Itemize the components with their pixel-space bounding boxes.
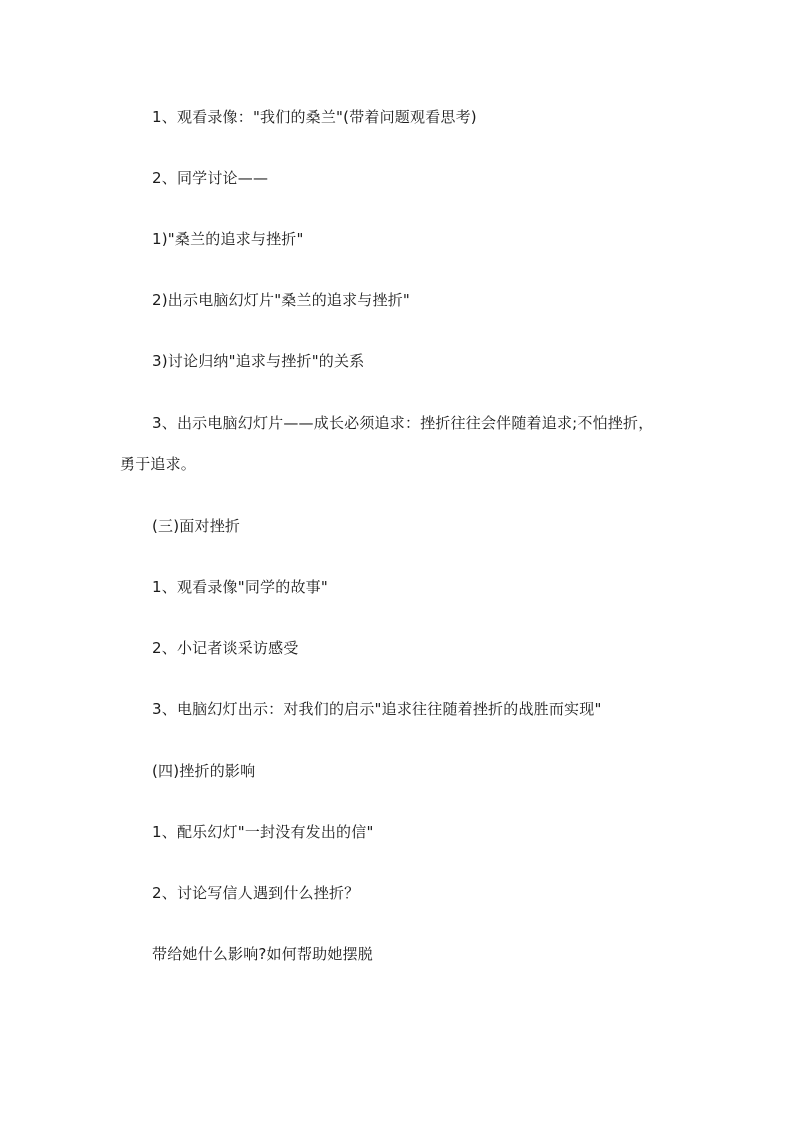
paragraph-class-discussion: 2、同学讨论—— <box>152 169 269 187</box>
section-heading-face-setbacks: (三)面对挫折 <box>152 517 241 535</box>
paragraph-reporter-interview: 2、小记者谈采访感受 <box>152 639 299 657</box>
section-heading-setback-impact: (四)挫折的影响 <box>152 762 256 780</box>
paragraph-summarize-relation: 3)讨论归纳"追求与挫折"的关系 <box>152 352 365 370</box>
paragraph-growth-slide: 3、出示电脑幻灯片——成长必须追求：挫折往往会伴随着追求;不怕挫折， <box>152 414 654 432</box>
paragraph-discuss-writer: 2、讨论写信人遇到什么挫折？ <box>152 884 360 902</box>
paragraph-show-slide: 2)出示电脑幻灯片"桑兰的追求与挫折" <box>152 291 410 309</box>
paragraph-music-slide-letter: 1、配乐幻灯"一封没有发出的信" <box>152 823 374 841</box>
paragraph-watch-video-sanglan: 1、观看录像："我们的桑兰"(带着问题观看思考) <box>152 108 477 126</box>
paragraph-slide-inspiration: 3、电脑幻灯出示：对我们的启示"追求往往随着挫折的战胜而实现" <box>152 700 602 718</box>
paragraph-growth-slide-continued: 勇于追求。 <box>120 455 197 473</box>
paragraph-classmate-story: 1、观看录像"同学的故事" <box>152 578 328 596</box>
paragraph-sanglan-pursuit: 1)"桑兰的追求与挫折" <box>152 230 304 248</box>
paragraph-impact-question: 带给她什么影响?如何帮助她摆脱 <box>152 945 373 963</box>
